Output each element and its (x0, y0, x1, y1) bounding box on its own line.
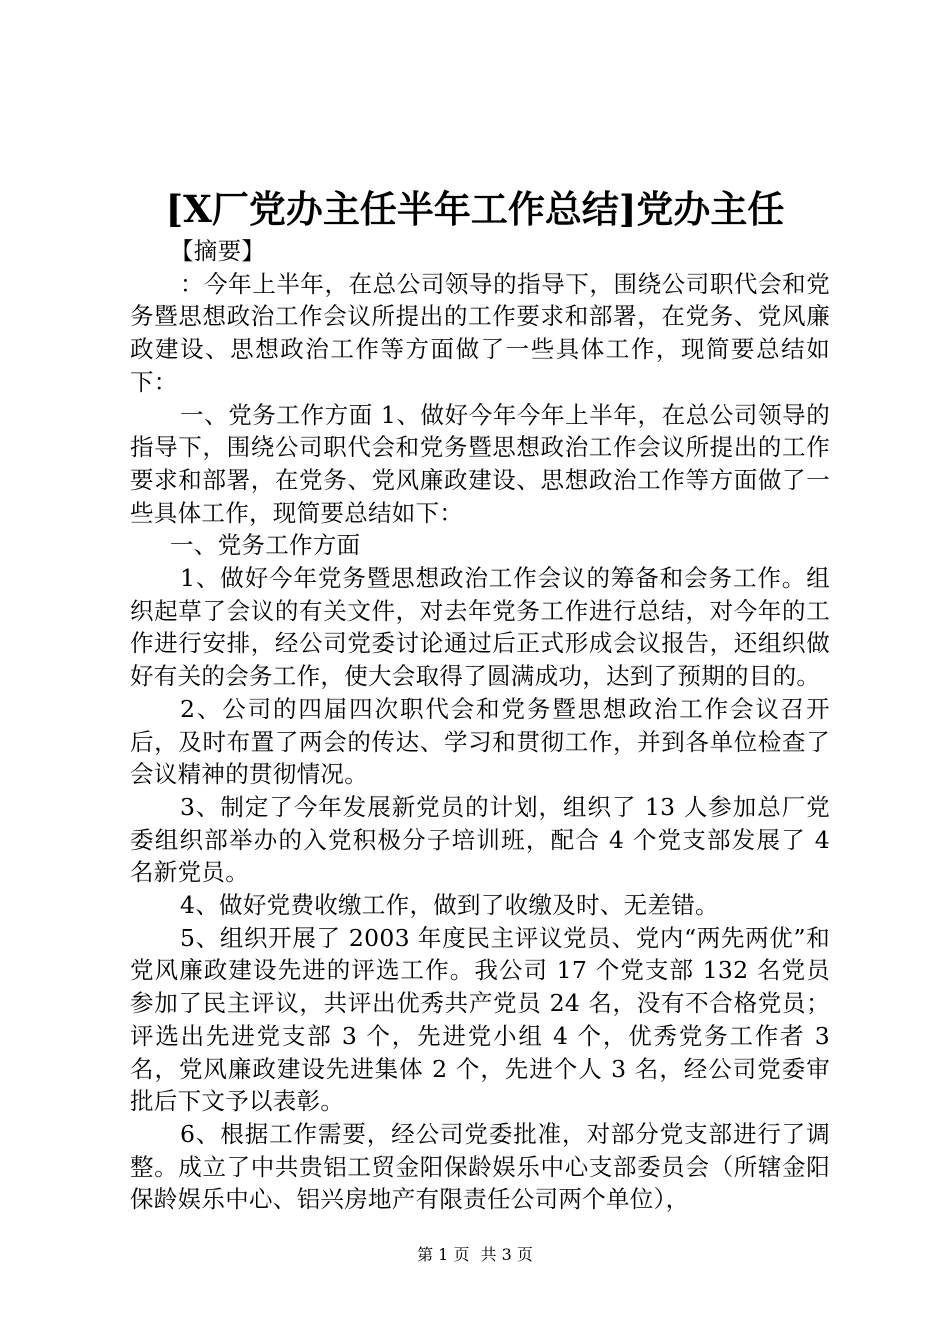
section-heading: 一、党务工作方面 (170, 531, 361, 560)
paragraph: 2、公司的四届四次职代会和党务暨思想政治工作会议召开后，及时布置了两会的传达、学习和贯彻工作，并到各单位检查了会议精神的贯彻情况。 (130, 694, 830, 789)
page-total: 共 3 页 (480, 1245, 533, 1264)
document-title: [X厂党办主任半年工作总结]党办主任 (165, 187, 785, 231)
paragraph: 4、做好党费收缴工作，做到了收缴及时、无差错。 (180, 891, 719, 920)
document-body (130, 235, 830, 1216)
abstract-label: 【摘要】 (170, 237, 266, 265)
paragraph: 6、根据工作需要，经公司党委批准，对部分党支部进行了调整。成立了中共贵铝工贸金阳保龄娱乐中心支部委员会（所辖金阳保龄娱乐中心、铝兴房地产有限责任公司两个单位）， (130, 1119, 830, 1214)
paragraph: 一、党务工作方面 1、做好今年今年上半年，在总公司领导的指导下，围绕公司职代会和党务暨思想政治工作会议所提出的工作要求和部署，在党务、党风廉政建设、思想政治工作等方面做了一些具体工作，现简要总结如下： (130, 400, 830, 527)
paragraph: 1、做好今年党务暨思想政治工作会议的筹备和会务工作。组织起草了会议的有关文件，对去年党务工作进行总结，对今年的工作进行安排，经公司党委讨论通过后正式形成会议报告，还组织做好有关的会务工作，使大会取得了圆满成功，达到了预期的目的。 (130, 564, 830, 691)
paragraph: 5、组织开展了 2003 年度民主评议党员、党内“两先两优”和党风廉政建设先进的评选工作。我公司 17 个党支部 132 名党员参加了民主评议，共评出优秀共产党员 24 名，没有不合格党员；评选出先进党支部 3 个，先进党小组 4 个，优秀党务工作者 3 名，党风廉政建设先进集体 2 个，先进个人 3 名，经公司党委审批后下文予以表彰。 (130, 923, 830, 1116)
paragraph: 3、制定了今年发展新党员的计划，组织了 13 人参加总厂党委组织部举办的入党积极分子培训班，配合 4 个党支部发展了 4 名新党员。 (130, 792, 830, 887)
paragraph: ：今年上半年，在总公司领导的指导下，围绕公司职代会和党务暨思想政治工作会议所提出的工作要求和部署，在党务、党风廉政建设、思想政治工作等方面做了一些具体工作，现简要总结如下： (130, 269, 830, 396)
page-footer (0, 1244, 950, 1266)
page-number: 第 1 页 (417, 1245, 470, 1264)
